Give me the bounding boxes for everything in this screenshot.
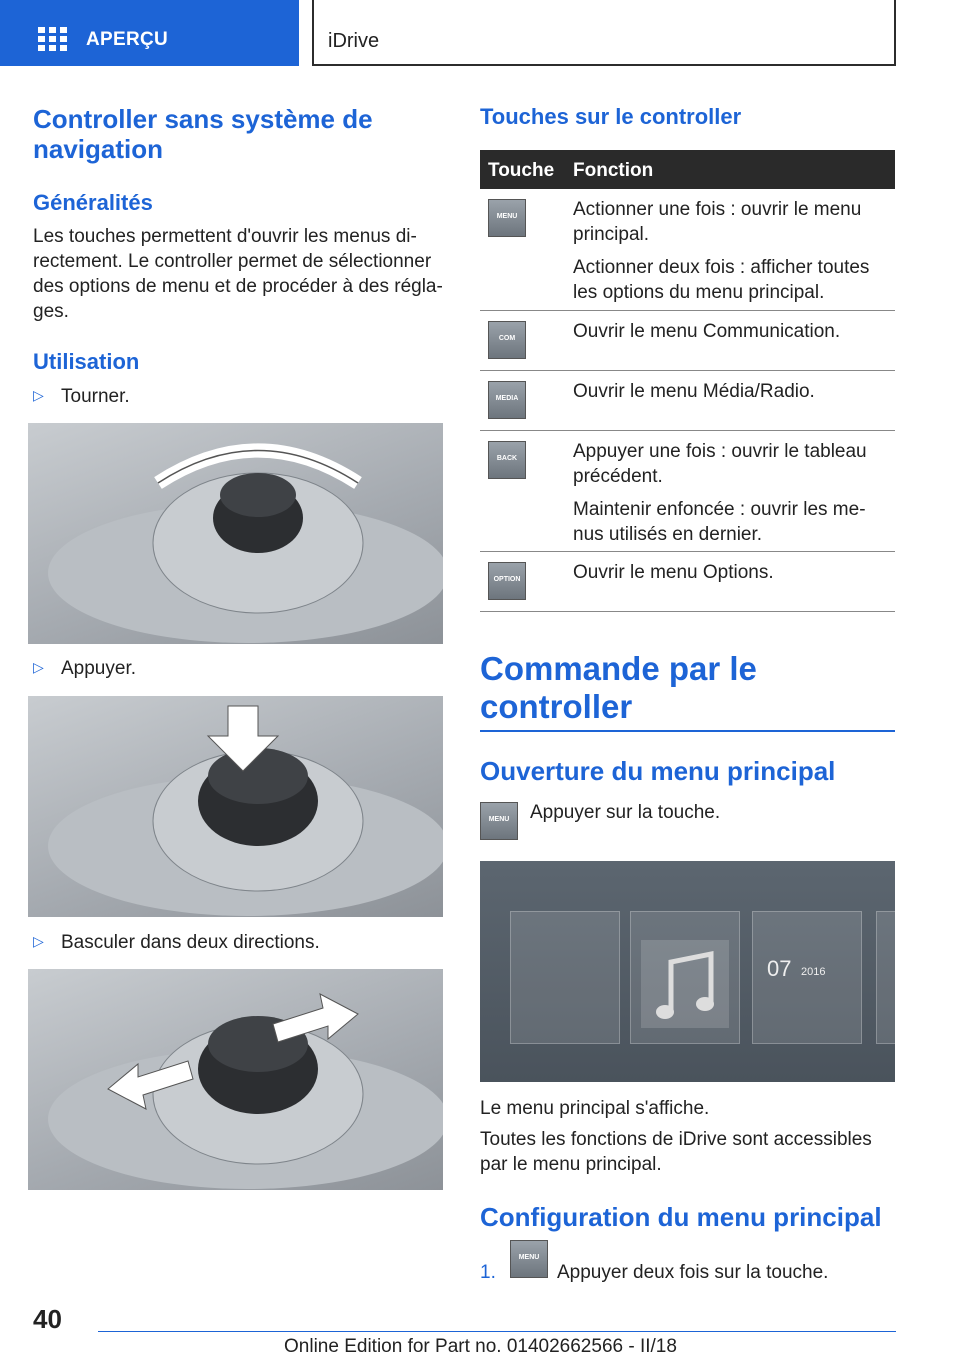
date-day: 07	[767, 956, 792, 981]
col-touche: Touche	[488, 160, 555, 181]
triangle-bullet-icon: ▷	[33, 933, 44, 949]
table-row: MENU Actionner une fois : ouvrir le menu principal. Actionner deux fois : afficher toutes les options du menu principal.	[480, 189, 895, 311]
table-row: OPTION Ouvrir le menu Options.	[480, 552, 895, 612]
section-label: iDrive	[328, 30, 380, 52]
controller-press-image	[28, 696, 443, 917]
chapter-title: Commande par le controller	[480, 650, 757, 725]
step-number: 1.	[480, 1262, 496, 1283]
menu-key-icon: MENU	[480, 802, 518, 840]
subtitle-utilisation: Utilisation	[33, 349, 140, 374]
section-header	[312, 0, 896, 66]
table-row: BACK Appuyer une fois : ouvrir le tableau précédent. Maintenir enfoncée : ouvrir les menus utilisés en dernier.	[480, 431, 895, 552]
table-title: Touches sur le controller	[480, 104, 742, 129]
subtitle-configuration: Configuration du menu principal	[480, 1202, 882, 1232]
footer-divider	[98, 1331, 896, 1332]
menu-card	[630, 911, 740, 1044]
table-row: COM Ouvrir le menu Communication.	[480, 311, 895, 371]
subtitle-ouverture: Ouverture du menu principal	[480, 756, 836, 786]
table-row: MEDIA Ouvrir le menu Média/Radio.	[480, 371, 895, 431]
col-fonction: Fonction	[573, 160, 654, 181]
com-key-icon: COM	[488, 321, 526, 359]
page-number: 40	[33, 1304, 62, 1334]
table-header	[480, 150, 895, 189]
section-title: Controller sans système de navigation	[33, 104, 373, 164]
controller-turn-image	[28, 423, 443, 644]
date-year: 2016	[801, 966, 826, 978]
header-tab-apercu[interactable]	[0, 0, 299, 66]
paragraph-menu-affiche: Le menu principal s'affiche.	[480, 1098, 710, 1119]
media-key-icon: MEDIA	[488, 381, 526, 419]
step-text: Appuyer deux fois sur la touche.	[557, 1262, 829, 1283]
idrive-main-menu-screenshot	[480, 861, 895, 1082]
back-key-icon: BACK	[488, 441, 526, 479]
divider	[480, 730, 895, 732]
menu-key-icon: MENU	[488, 199, 526, 237]
music-note-icon	[631, 912, 739, 1042]
controller-tilt-image	[28, 969, 443, 1190]
edition-note: Online Edition for Part no. 01402662566 - II/18	[284, 1336, 677, 1357]
paragraph-fonctions: Toutes les fonctions de iDrive sont accessibles par le menu principal.	[480, 1129, 872, 1175]
subtitle-generalites: Généralités	[33, 190, 153, 215]
menu-key-icon: MENU	[510, 1240, 548, 1278]
triangle-bullet-icon: ▷	[33, 659, 44, 675]
triangle-bullet-icon: ▷	[33, 387, 44, 403]
header-tab-label: APERÇU	[86, 29, 169, 50]
menu-card	[876, 911, 895, 1044]
option-key-icon: OPTION	[488, 562, 526, 600]
paragraph-generalites: Les touches permettent d'ouvrir les menus directement. Le controller permet de sélectionner des options de menu et de procéder à des réglages.	[33, 226, 443, 322]
menu-card	[752, 911, 862, 1044]
menu-card	[510, 911, 620, 1044]
press-instruction: Appuyer sur la touche.	[530, 802, 721, 823]
grid-icon	[38, 27, 67, 52]
